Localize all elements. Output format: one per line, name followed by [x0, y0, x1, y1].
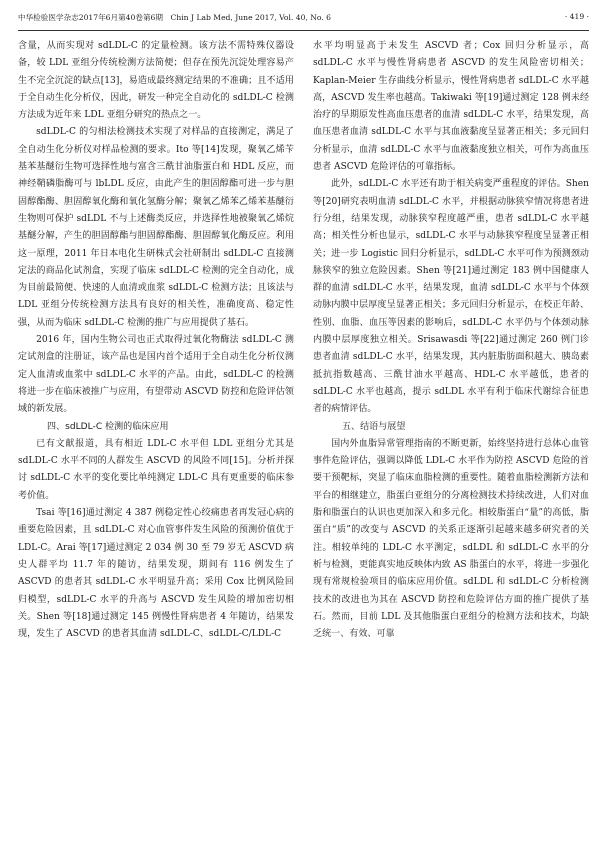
body-paragraph: 含量，从而实现对 sdLDL-C 的定量检测。该方法不需特殊仪器设备，较 LDL 亚组分传统检测方法简便；但存在预先沉淀处理容易产生不完全沉淀的缺点[13]，易造成最终测定结果的不准确；且不适用于全自动生化分析仪，因此，研发一种完全自动化的 sdLDL-C 检测方法成为近年来 LDL 亚组分研究的热点之一。	[18, 41, 294, 121]
section-heading: 四、sdLDL-C 检测的临床应用	[46, 421, 169, 432]
right-column	[313, 38, 589, 858]
body-paragraph: sdLDL-C 的匀相法检测技术实现了对样品的直接测定，满足了全自动生化分析仪对样品检测的要求。Ito 等[14]发现，聚氧乙烯苄基苯基醚衍生物可选择性地与富含三酰甘油脂蛋白和 HDL 反应，而神经鞘磷脂酶可与 lbLDL 反应，由此产生的胆固醇酯可进一步与胆固醇酯酶、胆固醇氧化酶和氧化氢酶分解；聚氧乙烯苯乙烯苯基醚衍生物则可保护 sdLDL 不与上述酶类反应，并选择性地被聚氧乙烯烷基醚分解，产生的胆固醇酯与胆固醇酯酶、胆固醇氧化酶反应。利用这一原理，2011 年日本电化生研株式会社研制出 sdLDL-C 直接测定法的商品化试剂盒，实现了临床 sdLDL-C 检测的完全自动化，成为目前最简便、快速的人血清或血浆 sdLDL-C 检测方法；且该法与 LDL 亚组分传统检测方法具有良好的相关性，准确度高、稳定性强，从而为临床 sdLDL-C 检测的推广与应用提供了基石。	[18, 127, 294, 328]
journal-citation: 中华检验医学杂志2017年6月第40卷第6期 Chin J Lab Med, June 2017, Vol. 40, No. 6	[18, 13, 331, 22]
left-column	[18, 38, 294, 858]
body-paragraph: 水平均明显高于未发生 ASCVD 者；Cox 回归分析显示，高 sdLDL-C 水平与慢性肾病患者 ASCVD 的发生风险密切相关；Kaplan-Meier 生存曲线分析显示，慢性肾病患者 sdLDL-C 水平越高，ASCVD 发生率也越高。Takiwaki 等[19]通过测定 128 例未经治疗的早期原发性高血压患者的血清 sdLDL-C 水平，结果发现，高血压患者血清 sdLDL-C 水平与其血液黏度呈显著正相关；多元回归分析显示，血清 sdLDL-C 水平与血液黏度独立相关，可作为高血压患者 ASCVD 危险评估的可靠指标。	[313, 41, 589, 173]
section-heading: 五、结语与展望	[341, 421, 406, 432]
body-paragraph: 此外，sdLDL-C 水平还有助于相关病变严重程度的评估。Shen 等[20]研究表明血清 sdLDL-C 水平，并根据动脉狭窄情况将患者进行分组，结果发现，动脉狭窄程度越严重，患者 sdLDL-C 水平越高；相关性分析也显示，sdLDL-C 水平与动脉狭窄程度呈显著正相关；进一步 Logistic 回归分析显示，sdLDL-C 水平可作为预测颈动脉狭窄的独立危险因素。Shen 等[21]通过测定 183 例中国健康人群的血清 sdLDL-C 水平，结果发现，血清 sdLDL-C 水平与个体颈动脉内膜中层厚度呈显著正相关；多元回归分析显示，在校正年龄、性别、血脂、血压等因素的影响后，sdLDL-C 水平仍与个体颈动脉内膜中层厚度独立相关。Srisawasdi 等[22]通过测定 260 例门诊患者血清 sdLDL-C 水平，结果发现，其内脏脂肪面积越大、胰岛素抵抗指数越高、三酰甘油水平越高、HDL-C 水平越低，患者的 sdLDL-C 水平也越高，提示 sdLDL 水平有利于临床代谢综合征患者的病情评估。	[313, 179, 589, 415]
running-header	[18, 12, 589, 28]
page-number: · 419 ·	[564, 12, 589, 21]
header-rule	[18, 30, 589, 31]
body-paragraph: 已有文献报道，具有相近 LDL-C 水平但 LDL 亚组分尤其是 sdLDL-C 水平不同的人群发生 ASCVD 的风险不同[15]。分析并探讨 sdLDL-C 水平的变化要比单纯测定 LDL-C 具有更重要的临床参考价值。	[18, 438, 294, 501]
body-paragraph: 国内外血脂异常管理指南的不断更新，始终坚持进行总体心血管事件危险评估，强调以降低 LDL-C 水平作为防控 ASCVD 危险的首要干预靶标，突显了临床血脂检测的重要性。随着血脂检测新方法和平台的相继建立，脂蛋白亚组分的分离检测技术持续改进，人们对血脂和脂蛋白的认识也更加深入和多元化。相较脂蛋白“量”的高低，脂蛋白“质”的改变与 ASCVD 的关系正逐渐引起越来越多研究者的关注。相较单纯的 LDL-C 水平测定，sdLDL 和 sdLDL-C 水平的分析与检测，更能真实地反映体内致 AS 脂蛋白的水平，将进一步强化现有常规检验项目的临床应用价值。sdLDL 和 sdLDL-C 分析检测技术的改进也为其在 ASCVD 防控和危险评估方面的推广提供了基石。然而，目前 LDL 及其他脂蛋白亚组分的检测方法和技术，均缺乏统一、有效、可靠	[313, 438, 589, 640]
body-paragraph: 2016 年，国内生物公司也正式取得过氧化物酶法 sdLDL-C 测定试剂盒的注册证，该产品也是国内首个适用于全自动生化分析仪测定人血清或血浆中 sdLDL-C 水平的产品。由此，sdLDL-C 的检测将进一步在临床被推广与应用，有望带动 ASCVD 防控和危险评估领域的新发展。	[18, 335, 294, 415]
body-paragraph: Tsai 等[16]通过测定 4 387 例稳定性心绞痛患者再发冠心病的重要危险因素，且 sdLDL-C 对心血管事件发生风险的预测价值优于 LDL-C。Arai 等[17]通过测定 2 034 例 30 至 79 岁无 ASCVD 病史人群平均 11.7 年的随访，结果发现，期间有 116 例发生了 ASCVD 的患者其 sdLDL-C 水平明显升高；采用 Cox 比例风险回归模型，sdLDL-C 水平的升高与 ASCVD 发生风险的增加密切相关。Shen 等[18]通过测定 145 例慢性肾病患者 4 年随访，结果发现，发生了 ASCVD 的患者其血清 sdLDL-C、sdLDL-C/LDL-C	[18, 508, 294, 640]
